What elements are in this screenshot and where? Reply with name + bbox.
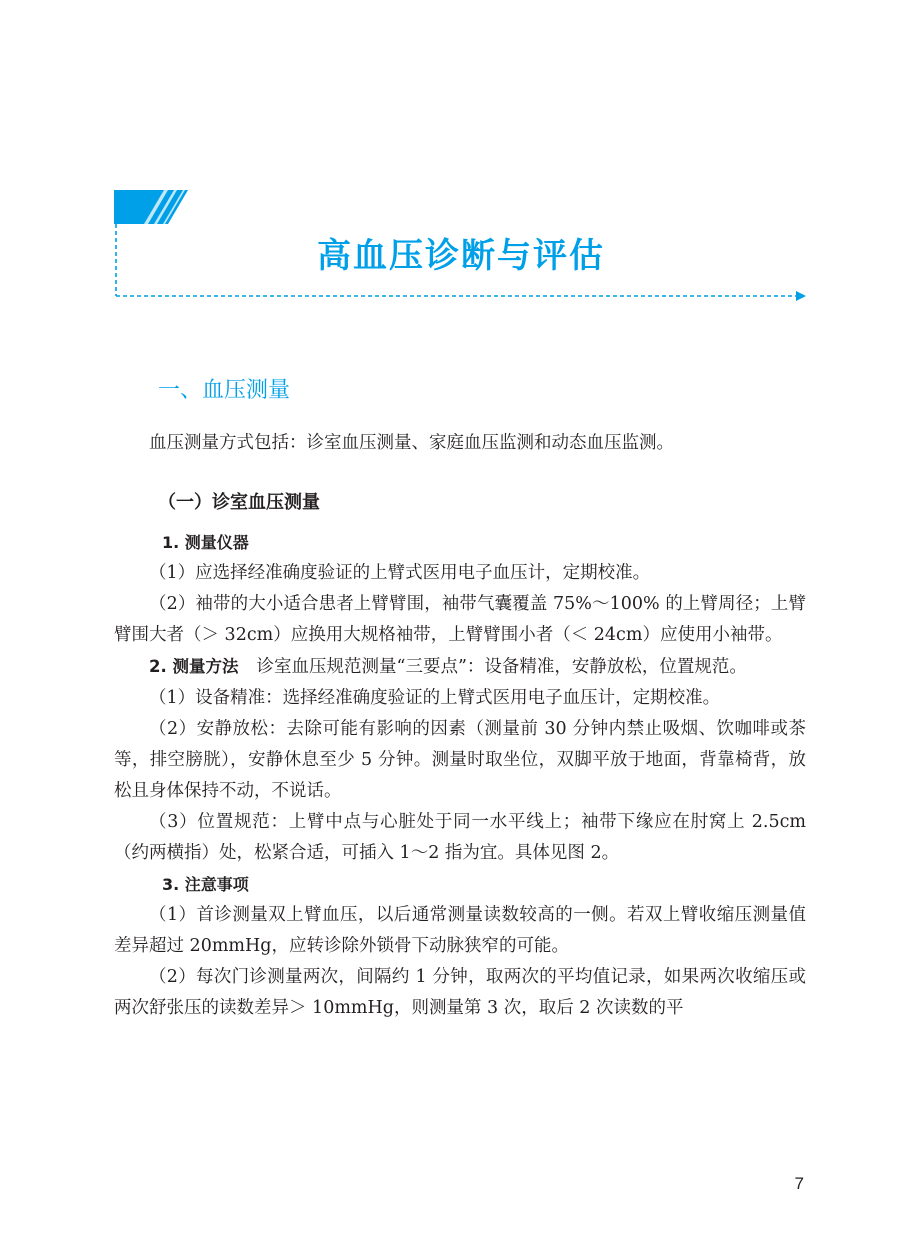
paragraph: （1）首诊测量双上臂血压，以后通常测量读数较高的一侧。若双上臂收缩压测量值差异超过 20mmHg，应转诊除外锁骨下动脉狭窄的可能。 (114, 905, 806, 956)
section-heading: 一、血压测量 (158, 378, 291, 403)
paragraph: （1）应选择经准确度验证的上臂式医用电子血压计，定期校准。 (149, 563, 651, 583)
page-content (114, 374, 806, 1024)
paragraph: （3）位置规范：上臂中点与心脏处于同一水平线上；袖带下缘应在肘窝上 2.5cm（约两横指）处，松紧合适，可插入 1～2 指为宜。具体见图 2。 (114, 812, 806, 863)
chapter-title: 高血压诊断与评估 (317, 236, 605, 276)
corner-stripe-graphic (114, 190, 188, 224)
method-paragraph (114, 651, 806, 683)
item-heading-notes: 3. 注意事项 (162, 875, 249, 894)
chapter-header (114, 190, 808, 304)
paragraph: （1）设备精准：选择经准确度验证的上臂式医用电子血压计，定期校准。 (149, 688, 721, 708)
arrow-right-icon (796, 291, 806, 301)
subsection-heading: （一）诊室血压测量 (158, 492, 320, 513)
paragraph: （2）每次门诊测量两次，间隔约 1 分钟，取两次的平均值记录，如果两次收缩压或两次舒张压的读数差异＞ 10mmHg，则测量第 3 次，取后 2 次读数的平 (114, 967, 806, 1018)
item-heading-method: 2. 测量方法 (149, 657, 239, 676)
paragraph: （2）袖带的大小适合患者上臂臂围，袖带气囊覆盖 75%～100% 的上臂周径；上臂臂围大者（＞ 32cm）应换用大规格袖带，上臂臂围小者（＜ 24cm）应使用小袖带。 (114, 594, 806, 645)
item-heading-instrument: 1. 测量仪器 (162, 533, 249, 552)
paragraph: （2）安静放松：去除可能有影响的因素（测量前 30 分钟内禁止吸烟、饮咖啡或茶等，排空膀胱），安静休息至少 5 分钟。测量时取坐位，双脚平放于地面，背靠椅背，放松且身体保持不动，不说话。 (114, 719, 806, 801)
section-intro: 血压测量方式包括：诊室血压测量、家庭血压监测和动态血压监测。 (149, 433, 674, 453)
method-lead: 诊室血压规范测量“三要点”：设备精准，安静放松，位置规范。 (256, 657, 747, 677)
page-number: 7 (794, 1174, 804, 1193)
